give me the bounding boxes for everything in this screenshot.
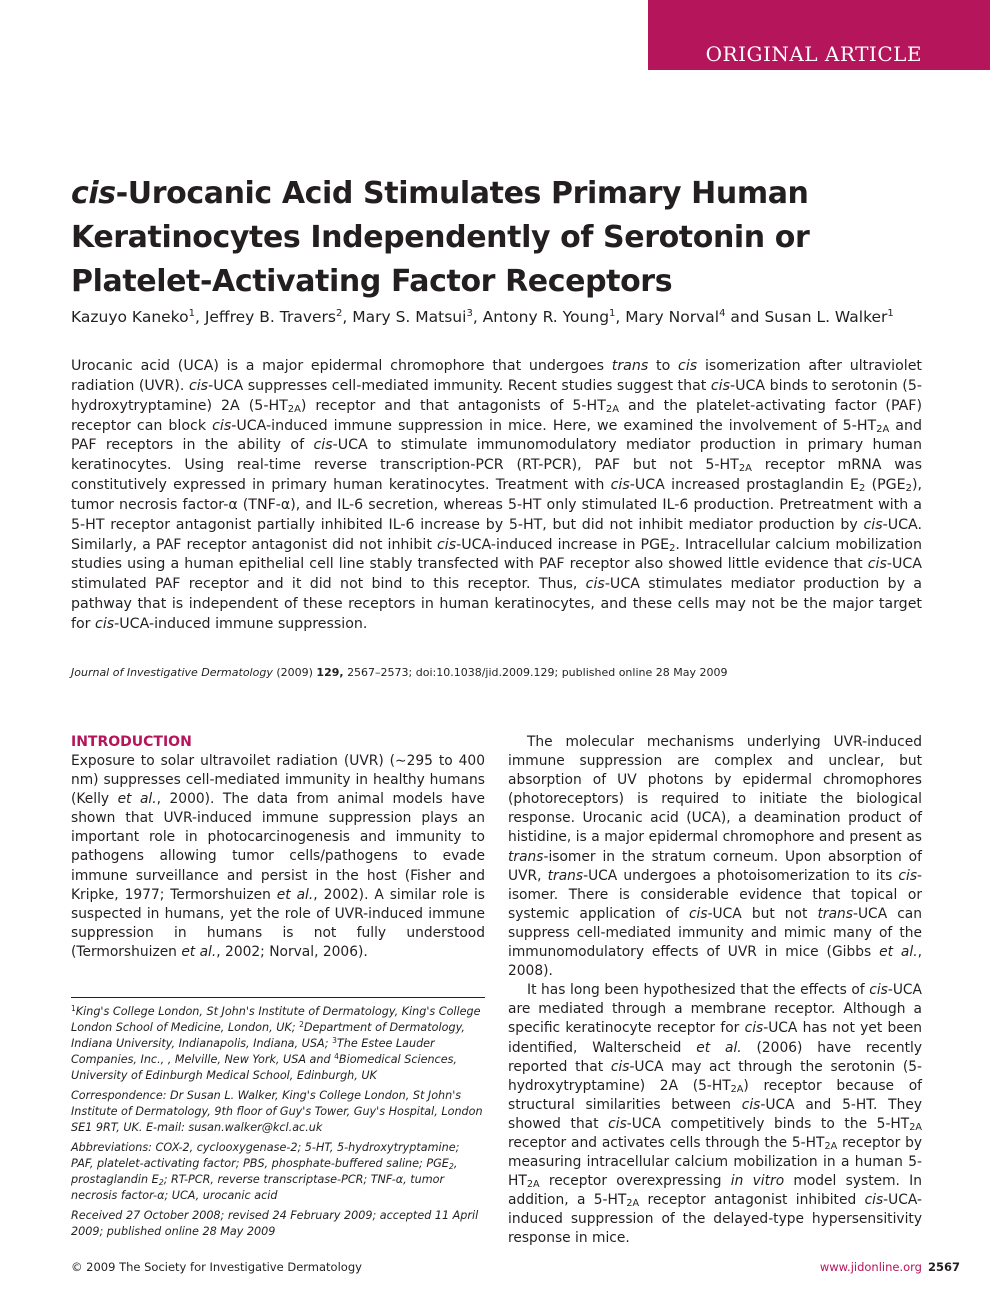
citation-year: (2009) xyxy=(276,666,313,679)
author-separator: , xyxy=(615,308,626,326)
author-separator: and xyxy=(725,308,765,326)
section-banner xyxy=(648,0,990,70)
author-affiliation-marker: 3 xyxy=(466,308,473,319)
footnote-correspondence: Correspondence: Dr Susan L. Walker, King's College London, St John's Institute of Dermatology, 9th floor of Guy's Tower, Guy's Hospital, London SE1 9RT, UK. E-mail: susan.walker@kcl.ac.uk xyxy=(71,1089,483,1134)
intro-paragraph-3: It has long been hypothesized that the effects of cis-UCA are mediated through a membrane receptor. Although a specific keratinocyte receptor for cis-UCA has not yet been identified, Walterscheid et al. (2006) have recently reported that cis-UCA may act through the serotonin (5-hydroxytryptamine) 2A $(5-HT_{2A})$ receptor because of structural similarities between cis-UCA and 5-HT. They showed that cis-UCA competitively binds to the $5-HT_{2A}$ receptor and activates cells through the $5-HT_{2A}$ receptor by measuring intracellular calcium mobilization in a human $5-HT_{2A}$ receptor overexpressing in vitro model system. In addition, a $5-HT_{2A}$ receptor antagonist inhibited cis-UCA-induced suppression of the delayed-type hypersensitivity response in mice. xyxy=(508,982,923,1247)
intro-paragraph-1: Exposure to solar ultravoilet radiation (UVR) (∼295 to 400 nm) suppresses cell-mediated immunity in healthy humans (Kelly et al., 2000). The data from animal models have shown that UVR-induced immune suppression plays an important role in photocarcinogenesis and immunity to pathogens allowing tumor cells/pathogens to evade immune surveillance and persist in the host (Fisher and Kripke, 1977; Termorshuizen et al., 2002). A similar role is suspected in humans, yet the role of UVR-induced immune suppression in humans is not fully understood (Termorshuizen et al., 2002; Norval, 2006). xyxy=(71,753,485,960)
author-list xyxy=(71,306,931,328)
author-separator: , xyxy=(342,308,353,326)
author-name: Mary Norval xyxy=(625,308,720,326)
journal-name: Journal of Investigative Dermatology xyxy=(71,666,273,679)
page-number: 2567 xyxy=(927,1260,960,1274)
footnotes xyxy=(71,1004,485,1244)
author-name: Kazuyo Kaneko xyxy=(71,308,189,326)
citation-line xyxy=(71,665,922,681)
abstract: Urocanic acid (UCA) is a major epidermal chromophore that undergoes trans to cis isomerization after ultraviolet radiation (UVR). cis-UCA suppresses cell-mediated immunity. Recent studies suggest that cis-UCA binds to serotonin (5-hydroxytryptamine) 2A $(5-HT_{2A})$ receptor and that antagonists of $5-HT_{2A}$ and the platelet-activating factor (PAF) receptor can block cis-UCA-induced immune suppression in mice. Here, we examined the involvement of $5-HT_{2A}$ and PAF receptors in the ability of cis-UCA to stimulate immunomodulatory mediator production in primary human keratinocytes. Using real-time reverse transcription-PCR (RT-PCR), PAF but not $5-HT_{2A}$ receptor mRNA was constitutively expressed in primary human keratinocytes. Treatment with cis-UCA increased prostaglandin $E_2$ $(PGE_2)$, tumor necrosis factor-α (TNF-α), and IL-6 secretion, whereas 5-HT only stimulated IL-6 production. Pretreatment with a 5-HT receptor antagonist partially inhibited IL-6 increase by 5-HT, but did not inhibit mediator production by cis-UCA. Similarly, a PAF receptor antagonist did not inhibit cis-UCA-induced increase in $PGE_2$. Intracellular calcium mobilization studies using a human epithelial cell line stably transfected with PAF receptor also showed little evidence that cis-UCA stimulated PAF receptor and it did not bind to this receptor. Thus, cis-UCA stimulates mediator production by a pathway that is independent of these receptors in human keratinocytes, and these cells may not be the major target for cis-UCA-induced immune suppression. xyxy=(71,358,923,632)
left-column xyxy=(71,733,485,962)
citation-volume: 129, xyxy=(316,666,344,679)
author-name: Jeffrey B. Travers xyxy=(204,308,336,326)
footnote-divider xyxy=(71,997,485,998)
footnote-abbreviations: Abbreviations: COX-2, cyclooxygenase-2; 5-HT, 5-hydroxytryptamine; PAF, platelet-activating factor; PBS, phosphate-buffered saline; $PGE_2$, prostaglandin $E_2$; RT-PCR, reverse transcriptase-PCR; TNF-α, tumor necrosis factor-α; UCA, urocanic acid xyxy=(71,1141,460,1202)
footer-copyright: © 2009 The Society for Investigative Dermatology xyxy=(71,1260,362,1274)
footnote-affiliations: $^1$King's College London, St John's Institute of Dermatology, King's College London School of Medicine, London, UK; $^2$Department of Dermatology, Indiana University, Indianapolis, Indiana, USA; $^3$The Estee Lauder Companies, Inc., , Melville, New York, USA and $^4$Biomedical Sciences, University of Edinburgh Medical School, Edinburgh, UK xyxy=(71,1004,481,1082)
author-name: Antony R. Young xyxy=(482,308,610,326)
author-separator: , xyxy=(194,308,205,326)
intro-paragraph-2: The molecular mechanisms underlying UVR-induced immune suppression are complex and unclear, but absorption of UV photons by epidermal chromophores (photoreceptors) is required to initiate the biological response. Urocanic acid (UCA), a deamination product of histidine, is a major epidermal chromophore and present as trans-isomer in the stratum corneum. Upon absorption of UVR, trans-UCA undergoes a photoisomerization to its cis-isomer. There is considerable evidence that topical or systemic application of cis-UCA but not trans-UCA can suppress cell-mediated immunity and mimic many of the immunomodulatory effects of UVR in mice (Gibbs et al., 2008). xyxy=(508,734,923,980)
title-rest: -Urocanic Acid Stimulates Primary Human Keratinocytes Independently of Serotonin or Platelet-Activating Factor Receptors xyxy=(71,176,810,299)
section-heading-introduction: INTRODUCTION xyxy=(71,734,192,750)
author-affiliation-marker: 1 xyxy=(609,308,616,319)
footnote-dates: Received 27 October 2008; revised 24 February 2009; accepted 11 April 2009; published online 28 May 2009 xyxy=(71,1209,479,1238)
author-separator: , xyxy=(472,308,483,326)
journal-url-link[interactable]: www.jidonline.org xyxy=(819,1260,922,1274)
footer-right xyxy=(820,1259,960,1275)
author-name: Mary S. Matsui xyxy=(352,308,467,326)
author-name: Susan L. Walker xyxy=(764,308,888,326)
author-affiliation-marker: 1 xyxy=(887,308,894,319)
author-affiliation-marker: 1 xyxy=(188,308,195,319)
author-affiliation-marker: 2 xyxy=(336,308,343,319)
author-affiliation-marker: 4 xyxy=(719,308,726,319)
article-title xyxy=(71,172,871,304)
citation-details: 2567–2573; doi:10.1038/jid.2009.129; published online 28 May 2009 xyxy=(347,666,728,679)
section-label: ORIGINAL ARTICLE xyxy=(705,42,922,66)
right-column xyxy=(508,733,922,1249)
title-italic: cis xyxy=(71,176,116,211)
